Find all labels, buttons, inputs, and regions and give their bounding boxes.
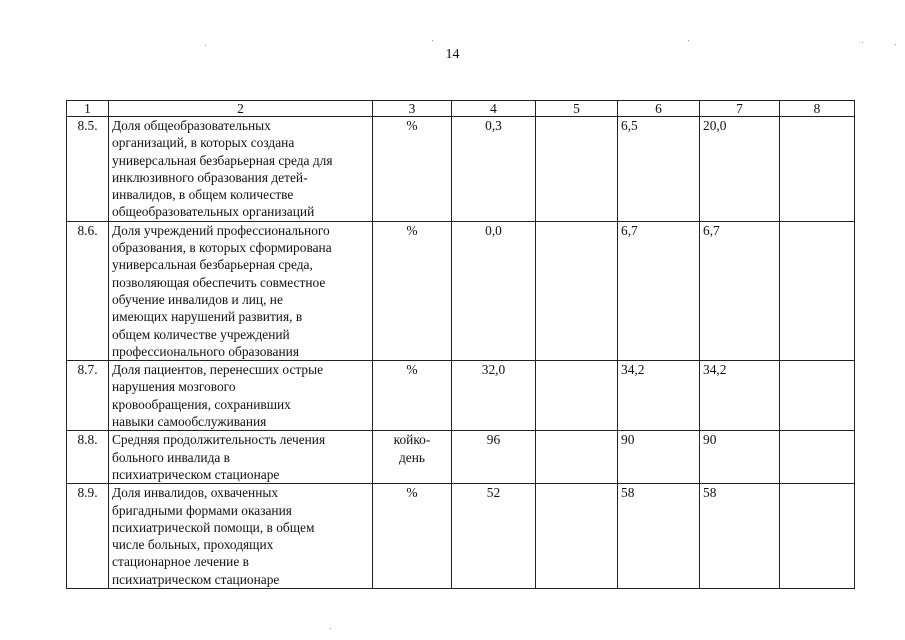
value-col-5: [536, 361, 618, 431]
indicator-description: [109, 117, 373, 222]
description-line: обучение инвалидов и лиц, не: [112, 291, 283, 307]
description-line: числе больных, проходящих: [112, 537, 274, 553]
unit-cell: [373, 221, 452, 360]
unit-line: %: [406, 118, 418, 133]
value-col-5: [536, 117, 618, 222]
description-line: инвалидов, в общем количестве: [112, 187, 294, 203]
description-line: психиатрическом стационаре: [112, 466, 280, 482]
row-number: 8.5.: [67, 117, 109, 222]
value-col-6: 34,2: [618, 361, 700, 431]
description-line: Средняя продолжительность лечения: [112, 432, 326, 448]
scan-speck: [688, 40, 689, 41]
header-cell: 1: [67, 101, 109, 117]
value-col-4: 0,0: [452, 221, 536, 360]
description-line: нарушения мозгового: [112, 379, 236, 395]
unit-cell: [373, 117, 452, 222]
value-col-8: [780, 117, 855, 222]
unit-line: %: [406, 362, 418, 378]
row-number: 8.9.: [67, 484, 109, 589]
description-line: организаций, в которых создана: [112, 135, 295, 151]
value-col-8: [780, 484, 855, 589]
page-number: 14: [445, 47, 460, 62]
value-col-5: [536, 221, 618, 360]
value-col-7: 34,2: [700, 361, 780, 431]
value-col-6: 58: [618, 484, 700, 589]
value-col-4: 96: [452, 431, 536, 484]
description-line: позволяющая обеспечить совместное: [112, 274, 326, 290]
scan-speck: [330, 628, 331, 629]
row-number: 8.7.: [67, 361, 109, 431]
scan-speck: [862, 42, 863, 43]
description-line: больного инвалида в: [112, 449, 230, 465]
row-number: 8.8.: [67, 431, 109, 484]
table-row: [67, 361, 855, 431]
value-col-5: [536, 484, 618, 589]
description-line: Доля пациентов, перенесших острые: [112, 362, 324, 378]
indicator-description: [109, 484, 373, 589]
unit-cell: [373, 431, 452, 484]
unit-line: день: [398, 449, 426, 465]
value-col-8: [780, 361, 855, 431]
header-cell: 2: [109, 101, 373, 117]
header-cell: 5: [536, 101, 618, 117]
scan-speck: [432, 40, 433, 41]
description-line: навыки самообслуживания: [112, 414, 267, 430]
value-col-5: [536, 431, 618, 484]
description-line: психиатрической помощи, в общем: [112, 519, 315, 535]
value-col-7: 58: [700, 484, 780, 589]
value-col-6: 6,5: [618, 117, 700, 222]
description-line: Доля инвалидов, охваченных: [112, 485, 279, 501]
description-line: Доля учреждений профессионального: [112, 222, 330, 238]
header-cell: 4: [452, 101, 536, 117]
header-cell: 3: [373, 101, 452, 117]
table-row: [67, 221, 855, 360]
indicator-description: [109, 221, 373, 360]
value-col-7: 6,7: [700, 221, 780, 360]
indicators-table: [66, 100, 855, 589]
description-line: имеющих нарушений развития, в: [112, 309, 303, 325]
unit-line: койко-: [393, 432, 431, 448]
value-col-8: [780, 431, 855, 484]
header-cell: 8: [780, 101, 855, 117]
value-col-8: [780, 221, 855, 360]
value-col-7: 20,0: [700, 117, 780, 222]
description-line: бригадными формами оказания: [112, 502, 292, 518]
header-cell: 6: [618, 101, 700, 117]
description-line: Доля общеобразовательных: [112, 118, 271, 133]
description-line: общеобразовательных организаций: [112, 204, 315, 220]
value-col-6: 90: [618, 431, 700, 484]
description-line: кровообращения, сохранивших: [112, 396, 291, 412]
unit-line: %: [406, 222, 418, 238]
unit-line: %: [406, 485, 418, 501]
description-line: психиатрическом стационаре: [112, 571, 280, 587]
scan-speck: [895, 44, 896, 45]
table-row: [67, 117, 855, 222]
value-col-6: 6,7: [618, 221, 700, 360]
table-row: [67, 484, 855, 589]
description-line: универсальная безбарьерная среда для: [112, 152, 333, 168]
value-col-4: 32,0: [452, 361, 536, 431]
description-line: профессионального образования: [112, 343, 299, 359]
value-col-4: 52: [452, 484, 536, 589]
unit-cell: [373, 484, 452, 589]
unit-cell: [373, 361, 452, 431]
value-col-7: 90: [700, 431, 780, 484]
header-row: [67, 101, 855, 117]
table-row: [67, 431, 855, 484]
scan-speck: [205, 45, 206, 46]
row-number: 8.6.: [67, 221, 109, 360]
description-line: образования, в которых сформирована: [112, 240, 332, 256]
indicator-description: [109, 361, 373, 431]
description-line: инклюзивного образования детей-: [112, 169, 308, 185]
description-line: универсальная безбарьерная среда,: [112, 257, 313, 273]
value-col-4: 0,3: [452, 117, 536, 222]
header-cell: 7: [700, 101, 780, 117]
description-line: стационарное лечение в: [112, 554, 249, 570]
description-line: общем количестве учреждений: [112, 326, 290, 342]
indicator-description: [109, 431, 373, 484]
